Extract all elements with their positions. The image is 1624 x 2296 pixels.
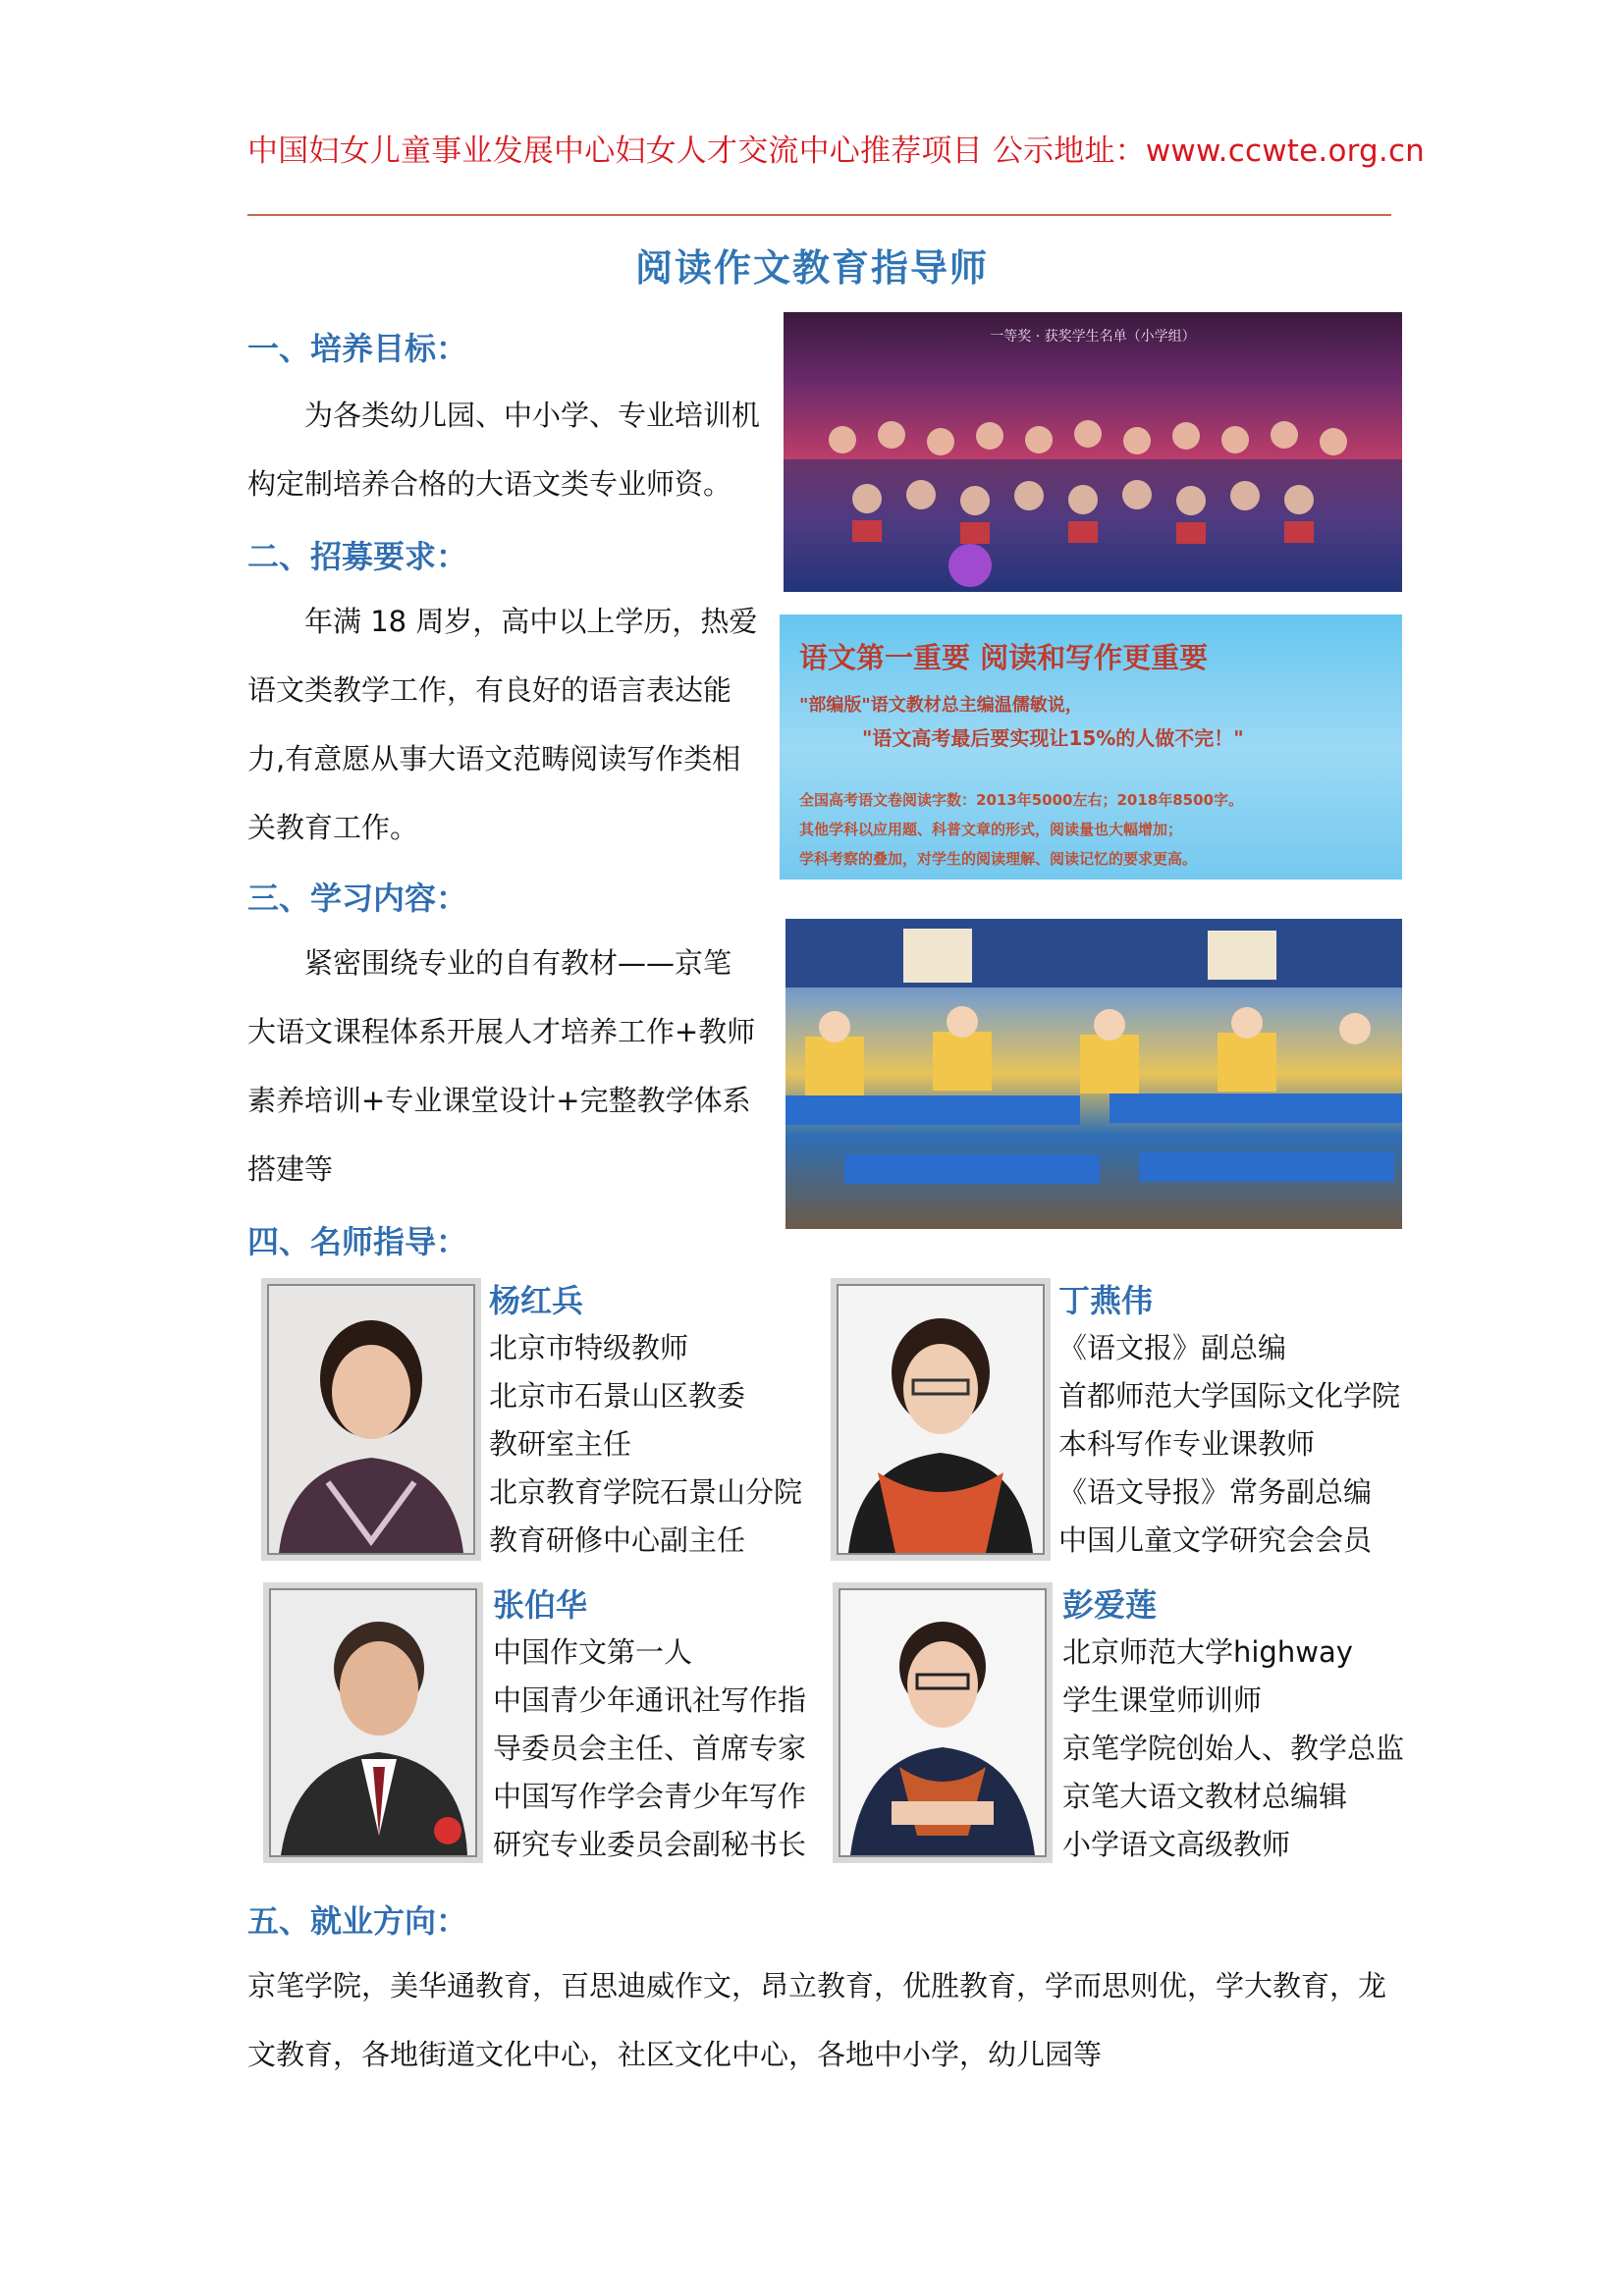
teacher-bio-line: 京笔大语文教材总编辑 [1062,1780,1348,1813]
section-heading-requirements: 二、招募要求： [247,538,468,575]
requirements-line: 关教育工作。 [247,811,419,844]
goal-line: 构定制培养合格的大语文类专业师资。 [247,467,732,501]
content-paragraph [247,929,778,1203]
requirements-line: 语文类教学工作，有良好的语言表达能 [247,673,732,707]
teacher-portrait [267,1284,475,1555]
teacher-bio [1058,1324,1400,1565]
slide-line: 其他学科以应用题、科普文章的形式，阅读量也大幅增加； [799,821,1183,838]
requirements-paragraph [247,587,778,862]
teacher-bio-line: 教育研修中心副主任 [489,1523,746,1557]
person-icon [269,1286,473,1553]
content-line: 素养培训+专业课堂设计+完整教学体系 [247,1084,751,1117]
stage-banner-text: 一等奖 · 获奖学生名单（小学组） [990,329,1196,345]
content-line: 大语文课程体系开展人才培养工作+教师 [247,1015,756,1048]
slide-line: 学科考察的叠加，对学生的阅读理解、阅读记忆的要求更高。 [799,850,1198,868]
classroom-shapes [785,919,1402,1229]
teacher-bio-line: 北京教育学院石景山分院 [489,1475,803,1509]
teacher-bio-line: 本科写作专业课教师 [1058,1427,1316,1461]
reading-slide-photo [780,614,1402,880]
teacher-name: 张伯华 [493,1586,588,1624]
person-icon [271,1590,475,1855]
content-line: 搭建等 [247,1152,334,1186]
teacher-bio-line: 中国儿童文学研究会会员 [1058,1523,1373,1557]
teacher-portrait [269,1588,477,1857]
teacher-bio-line: 北京市特级教师 [489,1331,689,1364]
section-heading-content: 三、学习内容： [247,880,468,917]
teacher-bio-line: 教研室主任 [489,1427,632,1461]
section-heading-teachers: 四、名师指导： [247,1223,468,1260]
teacher-bio-line: 小学语文高级教师 [1062,1828,1291,1861]
requirements-line: 力,有意愿从事大语文范畴阅读写作类相 [247,742,741,775]
header-text: 中国妇女儿童事业发展中心妇女人才交流中心推荐项目 公示地址：www.ccwte.org.cn [247,133,1426,169]
goal-line: 为各类幼儿园、中小学、专业培训机 [304,399,761,432]
teacher-name: 杨红兵 [489,1282,584,1319]
teacher-bio [1062,1629,1404,1869]
teacher-bio-line: 中国作文第一人 [493,1635,693,1669]
content-line: 紧密围绕专业的自有教材——京笔 [304,946,732,980]
classroom-reading-photo [785,919,1402,1229]
teacher-bio-line: 《语文导报》常务副总编 [1058,1475,1373,1509]
slide-title: 语文第一重要 阅读和写作更重要 [799,641,1209,674]
teacher-bio-line: 北京市石景山区教委 [489,1379,746,1413]
slide-line: "部编版"语文教材总主编温儒敏说， [799,695,1083,716]
person-icon [839,1286,1043,1553]
teacher-portrait [837,1284,1045,1555]
person-icon [840,1590,1045,1855]
teacher-bio-line: 首都师范大学国际文化学院 [1058,1379,1401,1413]
slide-line: "语文高考最后要实现让15%的人做不完！" [862,726,1244,750]
teacher-bio-line: 学生课堂师训师 [1062,1683,1263,1717]
employment-line: 京笔学院，美华通教育，百思迪威作文，昂立教育，优胜教育，学而思则优，学大教育，龙 [247,1969,1387,2002]
slide-details [799,785,1243,874]
teacher-bio-line: 中国青少年通讯社写作指 [493,1683,807,1717]
stage-crowd-shapes [784,312,1402,592]
page-title: 阅读作文教育指导师 [634,246,989,290]
teacher-bio-line: 研究专业委员会副秘书长 [493,1828,807,1861]
teacher-bio-line: 中国写作学会青少年写作 [493,1780,807,1813]
teacher-bio [493,1629,806,1869]
slide-line: 全国高考语文卷阅读字数：2013年5000左右；2018年8500字。 [799,791,1243,809]
teacher-bio [489,1324,802,1565]
requirements-line: 年满 18 周岁，高中以上学历，热爱 [304,605,758,638]
section-heading-goal: 一、培养目标： [247,330,468,367]
teacher-bio-line: 京笔学院创始人、教学总监 [1062,1732,1405,1765]
section-heading-employment: 五、就业方向： [247,1902,468,1940]
teacher-portrait [839,1588,1047,1857]
teacher-name: 丁燕伟 [1058,1282,1154,1319]
employment-line: 文教育，各地街道文化中心，社区文化中心，各地中小学，幼儿园等 [247,2038,1103,2071]
teacher-bio-line: 《语文报》副总编 [1058,1331,1287,1364]
award-ceremony-photo [784,312,1402,592]
employment-paragraph [247,1951,1392,2089]
header-divider [247,214,1391,216]
teacher-bio-line: 北京师范大学highway [1062,1635,1353,1669]
teacher-name: 彭爱莲 [1062,1586,1158,1624]
goal-paragraph [247,381,778,518]
teacher-bio-line: 导委员会主任、首席专家 [493,1732,807,1765]
